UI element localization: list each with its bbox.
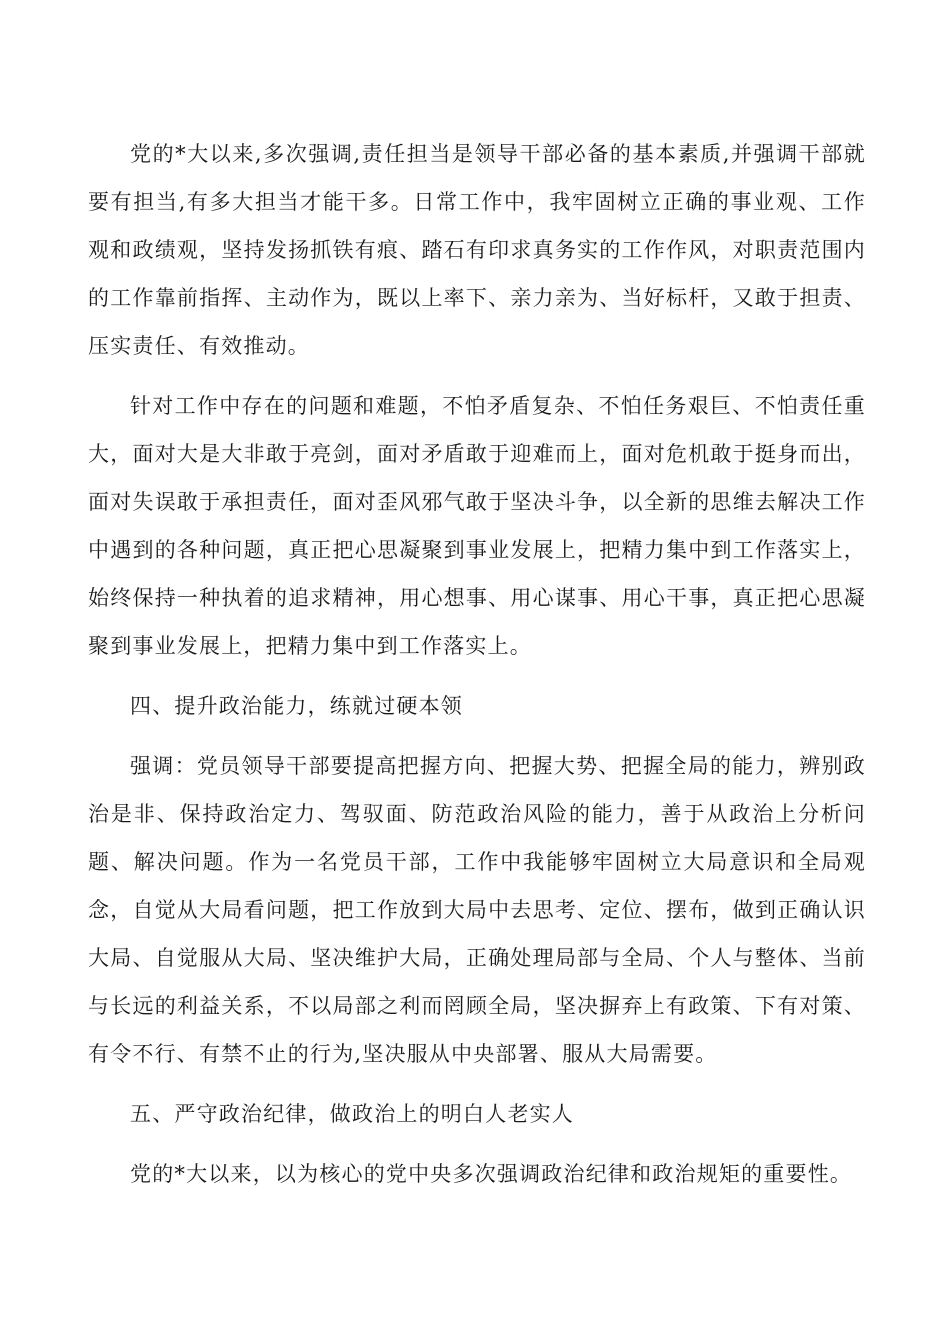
section-heading: 五、严守政治纪律，做政治上的明白人老实人 [130, 1102, 574, 1126]
body-paragraph: 党的*大以来,多次强调,责任担当是领导干部必备的基本素质,并强调干部就要有担当,有多大担当才能干多。日常工作中，我牢固树立正确的事业观、工作观和政绩观，坚持发扬抓铁有痕、踏石有印求真务实的工作作风，对职责范围内的工作靠前指挥、主动作为，既以上率下、亲力亲为、当好标杆，又敢于担责、压实责任、有效推动。 [88, 142, 866, 358]
body-paragraph: 针对工作中存在的问题和难题，不怕矛盾复杂、不怕任务艰巨、不怕责任重大，面对大是大非敢于亮剑，面对矛盾敢于迎难而上，面对危机敢于挺身而出，面对失误敢于承担责任，面对歪风邪气敢于坚决斗争，以全新的思维去解决工作中遇到的各种问题，真正把心思凝聚到事业发展上，把精力集中到工作落实上，始终保持一种执着的追求精神，用心想事、用心谋事、用心干事，真正把心思凝聚到事业发展上，把精力集中到工作落实上。 [88, 394, 866, 658]
body-paragraph: 强调：党员领导干部要提高把握方向、把握大势、把握全局的能力，辨别政治是非、保持政治定力、驾驭面、防范政治风险的能力，善于从政治上分析问题、解决问题。作为一名党员干部，工作中我能够牢固树立大局意识和全局观念，自觉从大局看问题，把工作放到大局中去思考、定位、摆布，做到正确认识大局、自觉服从大局、坚决维护大局，正确处理局部与全局、个人与整体、当前与长远的利益关系，不以局部之利而罔顾全局，坚决摒弃上有政策、下有对策、有令不行、有禁不止的行为,坚决服从中央部署、服从大局需要。 [88, 754, 866, 1066]
section-heading: 四、提升政治能力，练就过硬本领 [130, 694, 463, 718]
body-paragraph: 党的*大以来，以为核心的党中央多次强调政治纪律和政治规矩的重要性。 [130, 1162, 853, 1186]
document-page [88, 130, 866, 1210]
